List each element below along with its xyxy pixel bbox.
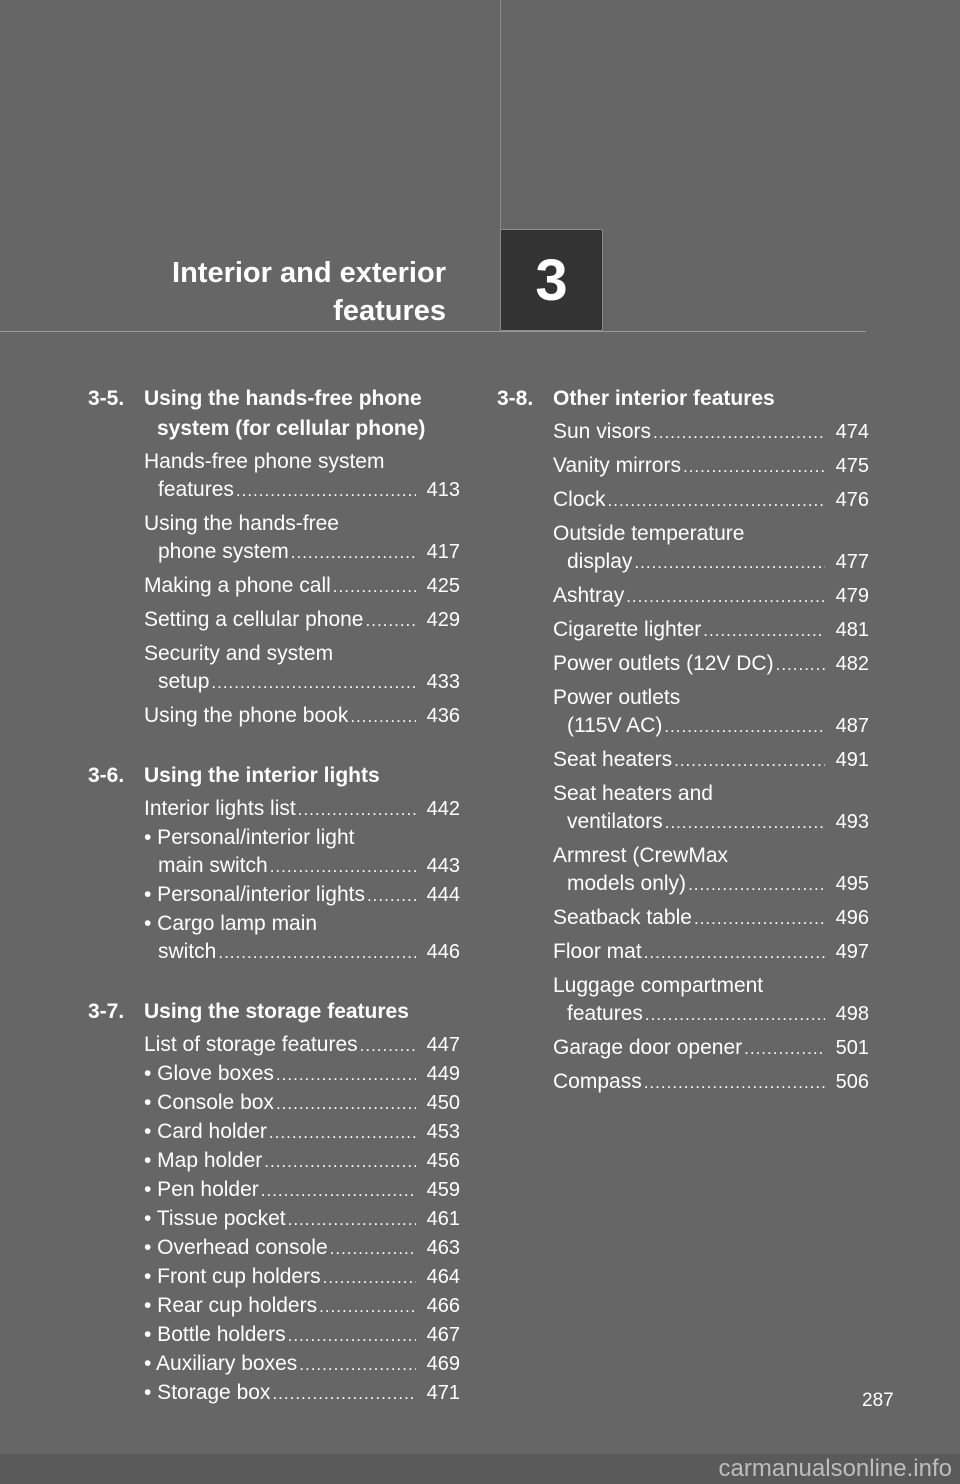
leader-dots: [367, 882, 416, 910]
toc-section: [88, 761, 460, 967]
toc-page-number: 413: [426, 479, 460, 501]
toc-entry-text: Ashtray: [553, 584, 625, 607]
toc-entry[interactable]: [553, 650, 869, 679]
toc-page-number: 429: [426, 609, 460, 631]
leader-dots: [288, 1322, 416, 1350]
leader-dots: [333, 573, 416, 601]
leader-dots: [218, 939, 416, 967]
toc-entry-text: • Personal/interior lights: [144, 883, 365, 906]
toc-entry-row: [144, 668, 460, 697]
watermark-text: carmanualsonline.info: [718, 1455, 952, 1482]
toc-page-number: 487: [835, 715, 869, 737]
toc-page-number: 495: [835, 873, 869, 895]
leader-dots: [319, 1293, 416, 1321]
toc-entry-text: • Rear cup holders: [144, 1294, 318, 1317]
toc-entry-text-line1: Armrest (CrewMax: [553, 844, 729, 867]
toc-entry-row: [553, 1000, 869, 1029]
leader-dots: [645, 1001, 825, 1029]
toc-entry-row: [144, 1321, 460, 1350]
toc-entry[interactable]: [553, 972, 869, 1029]
toc-entry-row: [553, 938, 869, 967]
leader-dots: [694, 905, 825, 933]
section-title-line1: Using the storage features: [144, 1000, 409, 1023]
toc-entry-text: (115V AC): [567, 714, 663, 737]
toc-column-right: [497, 384, 869, 1127]
leader-dots: [323, 1264, 416, 1292]
leader-dots: [291, 539, 416, 567]
toc-entry-text: • Tissue pocket: [144, 1207, 286, 1230]
toc-entry[interactable]: [553, 904, 869, 933]
toc-entry[interactable]: [144, 1147, 460, 1176]
toc-entry[interactable]: [144, 1263, 460, 1292]
toc-column-left: [88, 384, 460, 1438]
toc-entry-text: • Pen holder: [144, 1178, 259, 1201]
toc-entry[interactable]: [553, 780, 869, 837]
leader-dots: [626, 583, 825, 611]
toc-entry-text-line1: Seat heaters and: [553, 782, 713, 805]
section-title-line1: Using the interior lights: [144, 764, 380, 787]
chapter-number: 3: [535, 247, 568, 313]
toc-entry[interactable]: [553, 842, 869, 899]
toc-entry-text: • Overhead console: [144, 1236, 328, 1259]
toc-entry-text: Floor mat: [553, 940, 642, 963]
section-number: 3-5.: [88, 387, 125, 410]
toc-entry-text: • Bottle holders: [144, 1323, 286, 1346]
toc-entry[interactable]: [553, 1034, 869, 1063]
toc-entry-row: [144, 1118, 460, 1147]
toc-page-number: 463: [426, 1237, 460, 1259]
toc-entry-text: main switch: [158, 854, 268, 877]
leader-dots: [608, 487, 825, 515]
section-title-line2: system (for cellular phone): [157, 417, 426, 440]
toc-entry[interactable]: [553, 1068, 869, 1097]
leader-dots: [270, 853, 416, 881]
toc-entry-row: [553, 712, 869, 741]
toc-entry-text-line1: Security and system: [144, 642, 334, 665]
toc-page-number: 496: [835, 907, 869, 929]
toc-entry[interactable]: [144, 824, 460, 881]
toc-page-number: 467: [426, 1324, 460, 1346]
toc-entry[interactable]: [144, 1234, 460, 1263]
leader-dots: [776, 651, 825, 679]
toc-entry[interactable]: [144, 1031, 460, 1060]
toc-page-number: 446: [426, 941, 460, 963]
leader-dots: [634, 549, 825, 577]
leader-dots: [674, 747, 825, 775]
chapter-title-line2: features: [333, 295, 446, 327]
toc-page-number: 493: [835, 811, 869, 833]
toc-entry[interactable]: [553, 452, 869, 481]
toc-entry-row: [553, 582, 869, 611]
toc-entry-row: [553, 616, 869, 645]
toc-page-number: 449: [426, 1063, 460, 1085]
toc-entry-text: display: [567, 550, 633, 573]
toc-page-number: 456: [426, 1150, 460, 1172]
section-title-line1: Other interior features: [553, 387, 775, 410]
toc-entry[interactable]: [144, 572, 460, 601]
toc-page-number: 417: [426, 541, 460, 563]
toc-entry-text-line1: Luggage compartment: [553, 974, 764, 997]
leader-dots: [299, 1351, 416, 1379]
toc-entry-row: [144, 538, 460, 567]
toc-entry[interactable]: [553, 486, 869, 515]
toc-entry-row: [553, 746, 869, 775]
toc-entry-row: [144, 572, 460, 601]
leader-dots: [366, 607, 417, 635]
toc-entry-text: Sun visors: [553, 420, 652, 443]
toc-entry-row: [144, 881, 460, 910]
leader-dots: [276, 1090, 416, 1118]
toc-entry-text: Clock: [553, 488, 606, 511]
toc-entry-text: Seat heaters: [553, 748, 673, 771]
section-heading: [88, 384, 460, 444]
toc-entry-row: [144, 1234, 460, 1263]
toc-page-number: 450: [426, 1092, 460, 1114]
toc-entry-text: Compass: [553, 1070, 642, 1093]
toc-section: [88, 384, 460, 731]
section-heading: [88, 761, 460, 791]
toc-entry-text: Garage door opener: [553, 1036, 743, 1059]
toc-entry-row: [144, 1379, 460, 1408]
leader-dots: [211, 669, 416, 697]
toc-entry[interactable]: [144, 881, 460, 910]
toc-entry[interactable]: [144, 1379, 460, 1408]
chapter-title: [172, 254, 446, 330]
toc-entry-row: [144, 1263, 460, 1292]
toc-entry-text: Power outlets (12V DC): [553, 652, 774, 675]
leader-dots: [276, 1061, 416, 1089]
toc-entry-text-line1: Outside temperature: [553, 522, 745, 545]
toc-entry-row: [144, 795, 460, 824]
toc-page-number: 501: [835, 1037, 869, 1059]
leader-dots: [236, 477, 416, 505]
toc-entry-text: Cigarette lighter: [553, 618, 702, 641]
toc-entry[interactable]: [144, 606, 460, 635]
section-title[interactable]: [144, 761, 460, 791]
toc-entry[interactable]: [144, 1292, 460, 1321]
section-number: 3-7.: [88, 1000, 125, 1023]
toc-entry-row: [553, 486, 869, 515]
toc-entry-row: [144, 1147, 460, 1176]
section-title-line1: Using the hands-free phone: [144, 387, 422, 410]
toc-entry-text: • Card holder: [144, 1120, 267, 1143]
toc-entry-text-line1: Hands-free phone system: [144, 450, 385, 473]
section-number: 3-8.: [497, 387, 534, 410]
toc-entry[interactable]: [144, 448, 460, 505]
toc-entry-text: Setting a cellular phone: [144, 608, 364, 631]
toc-entry-text: ventilators: [567, 810, 663, 833]
toc-entry[interactable]: [144, 1060, 460, 1089]
section-number: 3-6.: [88, 764, 125, 787]
toc-entry[interactable]: [144, 1350, 460, 1379]
leader-dots: [653, 419, 825, 447]
toc-page-number: 433: [426, 671, 460, 693]
toc-entry[interactable]: [144, 1321, 460, 1350]
toc-entry-text: features: [158, 478, 234, 501]
toc-page-number: 471: [426, 1382, 460, 1404]
toc-entry-text: • Map holder: [144, 1149, 263, 1172]
toc-entry-text-line1: Power outlets: [553, 686, 681, 709]
toc-page-number: 497: [835, 941, 869, 963]
chapter-title-line1: Interior and exterior: [172, 257, 446, 289]
leader-dots: [688, 871, 825, 899]
toc-entry-row: [144, 476, 460, 505]
toc-page-number: 464: [426, 1266, 460, 1288]
toc-entry-row: [553, 1068, 869, 1097]
toc-page-number: 474: [835, 421, 869, 443]
toc-page-number: 447: [426, 1034, 460, 1056]
toc-section: [497, 384, 869, 1097]
toc-entry[interactable]: [553, 418, 869, 447]
chapter-number-tab: [500, 229, 603, 331]
toc-page-number: 442: [426, 798, 460, 820]
toc-entry-text: models only): [567, 872, 687, 895]
toc-entry[interactable]: [553, 520, 869, 577]
watermark-bar: [0, 1454, 960, 1484]
toc-entry-row: [144, 606, 460, 635]
toc-entry[interactable]: [144, 640, 460, 697]
section-title[interactable]: [144, 384, 460, 444]
toc-page-number: 469: [426, 1353, 460, 1375]
toc-entry-text: • Auxiliary boxes: [144, 1352, 298, 1375]
toc-entry-text-line1: • Cargo lamp main: [144, 912, 318, 935]
header-divider-horizontal: [0, 331, 866, 332]
toc-entry-text: List of storage features: [144, 1033, 358, 1056]
toc-entry-text-line1: • Personal/interior light: [144, 826, 355, 849]
leader-dots: [683, 453, 825, 481]
toc-page-number: 444: [426, 884, 460, 906]
toc-page-number: 477: [835, 551, 869, 573]
toc-entry-row: [144, 1205, 460, 1234]
leader-dots: [350, 703, 416, 731]
toc-page-number: 453: [426, 1121, 460, 1143]
toc-entry-row: [553, 452, 869, 481]
toc-entry[interactable]: [553, 938, 869, 967]
toc-entry-text: phone system: [158, 540, 289, 563]
toc-page-number: 436: [426, 705, 460, 727]
leader-dots: [644, 939, 825, 967]
toc-entry[interactable]: [144, 1205, 460, 1234]
toc-entry-text: Making a phone call: [144, 574, 331, 597]
toc-page-number: 476: [835, 489, 869, 511]
toc-page-number: 491: [835, 749, 869, 771]
toc-entry[interactable]: [553, 616, 869, 645]
toc-entry-text: Interior lights list: [144, 797, 296, 820]
toc-entry-row: [144, 1292, 460, 1321]
toc-entry[interactable]: [553, 582, 869, 611]
leader-dots: [261, 1177, 416, 1205]
toc-entry-text: features: [567, 1002, 643, 1025]
leader-dots: [288, 1206, 416, 1234]
toc-page-number: 466: [426, 1295, 460, 1317]
toc-entry-row: [144, 1350, 460, 1379]
header-divider-vertical: [500, 0, 501, 232]
toc-entry[interactable]: [144, 1089, 460, 1118]
toc-entry-row: [144, 1031, 460, 1060]
toc-entry[interactable]: [144, 910, 460, 967]
leader-dots: [264, 1148, 416, 1176]
toc-entry-row: [553, 418, 869, 447]
toc-entry-row: [144, 852, 460, 881]
toc-entry[interactable]: [144, 1176, 460, 1205]
leader-dots: [703, 617, 825, 645]
leader-dots: [272, 1380, 416, 1408]
section-heading: [497, 384, 869, 414]
toc-page-number: 443: [426, 855, 460, 877]
toc-entry-text: Using the phone book: [144, 704, 349, 727]
toc-entry-row: [553, 870, 869, 899]
toc-entry[interactable]: [144, 510, 460, 567]
leader-dots: [644, 1069, 825, 1097]
toc-entry-row: [144, 1060, 460, 1089]
toc-entry-text: • Console box: [144, 1091, 274, 1114]
page-number: 287: [862, 1390, 894, 1411]
toc-page-number: 461: [426, 1208, 460, 1230]
toc-page-number: 425: [426, 575, 460, 597]
toc-entry-row: [553, 650, 869, 679]
toc-entry-row: [553, 904, 869, 933]
toc-entry[interactable]: [553, 684, 869, 741]
leader-dots: [298, 796, 416, 824]
toc-entry-text: setup: [158, 670, 210, 693]
toc-entry[interactable]: [553, 746, 869, 775]
leader-dots: [269, 1119, 416, 1147]
toc-entry-text: Seatback table: [553, 906, 692, 929]
toc-page-number: 481: [835, 619, 869, 641]
toc-page-number: 498: [835, 1003, 869, 1025]
toc-entry-list: [88, 1031, 460, 1408]
toc-section: [88, 997, 460, 1408]
toc-entry-text: • Storage box: [144, 1381, 271, 1404]
toc-entry-text: switch: [158, 940, 217, 963]
toc-page-number: 506: [835, 1071, 869, 1093]
toc-entry[interactable]: [144, 702, 460, 731]
toc-page-number: 479: [835, 585, 869, 607]
toc-entry-row: [553, 1034, 869, 1063]
toc-entry-row: [553, 808, 869, 837]
toc-page-number: 459: [426, 1179, 460, 1201]
toc-entry-list: [88, 448, 460, 731]
toc-entry-row: [144, 702, 460, 731]
toc-entry-row: [144, 1089, 460, 1118]
toc-entry-list: [497, 418, 869, 1097]
toc-entry-row: [553, 548, 869, 577]
leader-dots: [744, 1035, 825, 1063]
leader-dots: [330, 1235, 416, 1263]
section-title[interactable]: [144, 997, 460, 1027]
toc-entry-row: [144, 1176, 460, 1205]
toc-entry-list: [88, 795, 460, 967]
leader-dots: [360, 1032, 416, 1060]
toc-entry-text: • Glove boxes: [144, 1062, 274, 1085]
toc-entry-row: [144, 938, 460, 967]
toc-entry-text: Vanity mirrors: [553, 454, 681, 477]
leader-dots: [665, 809, 825, 837]
toc-entry-text: • Front cup holders: [144, 1265, 321, 1288]
toc-entry[interactable]: [144, 1118, 460, 1147]
section-title[interactable]: [553, 384, 869, 414]
toc-page-number: 475: [835, 455, 869, 477]
toc-entry[interactable]: [144, 795, 460, 824]
leader-dots: [664, 713, 825, 741]
toc-page-number: 482: [835, 653, 869, 675]
section-heading: [88, 997, 460, 1027]
toc-entry-text-line1: Using the hands-free: [144, 512, 339, 535]
